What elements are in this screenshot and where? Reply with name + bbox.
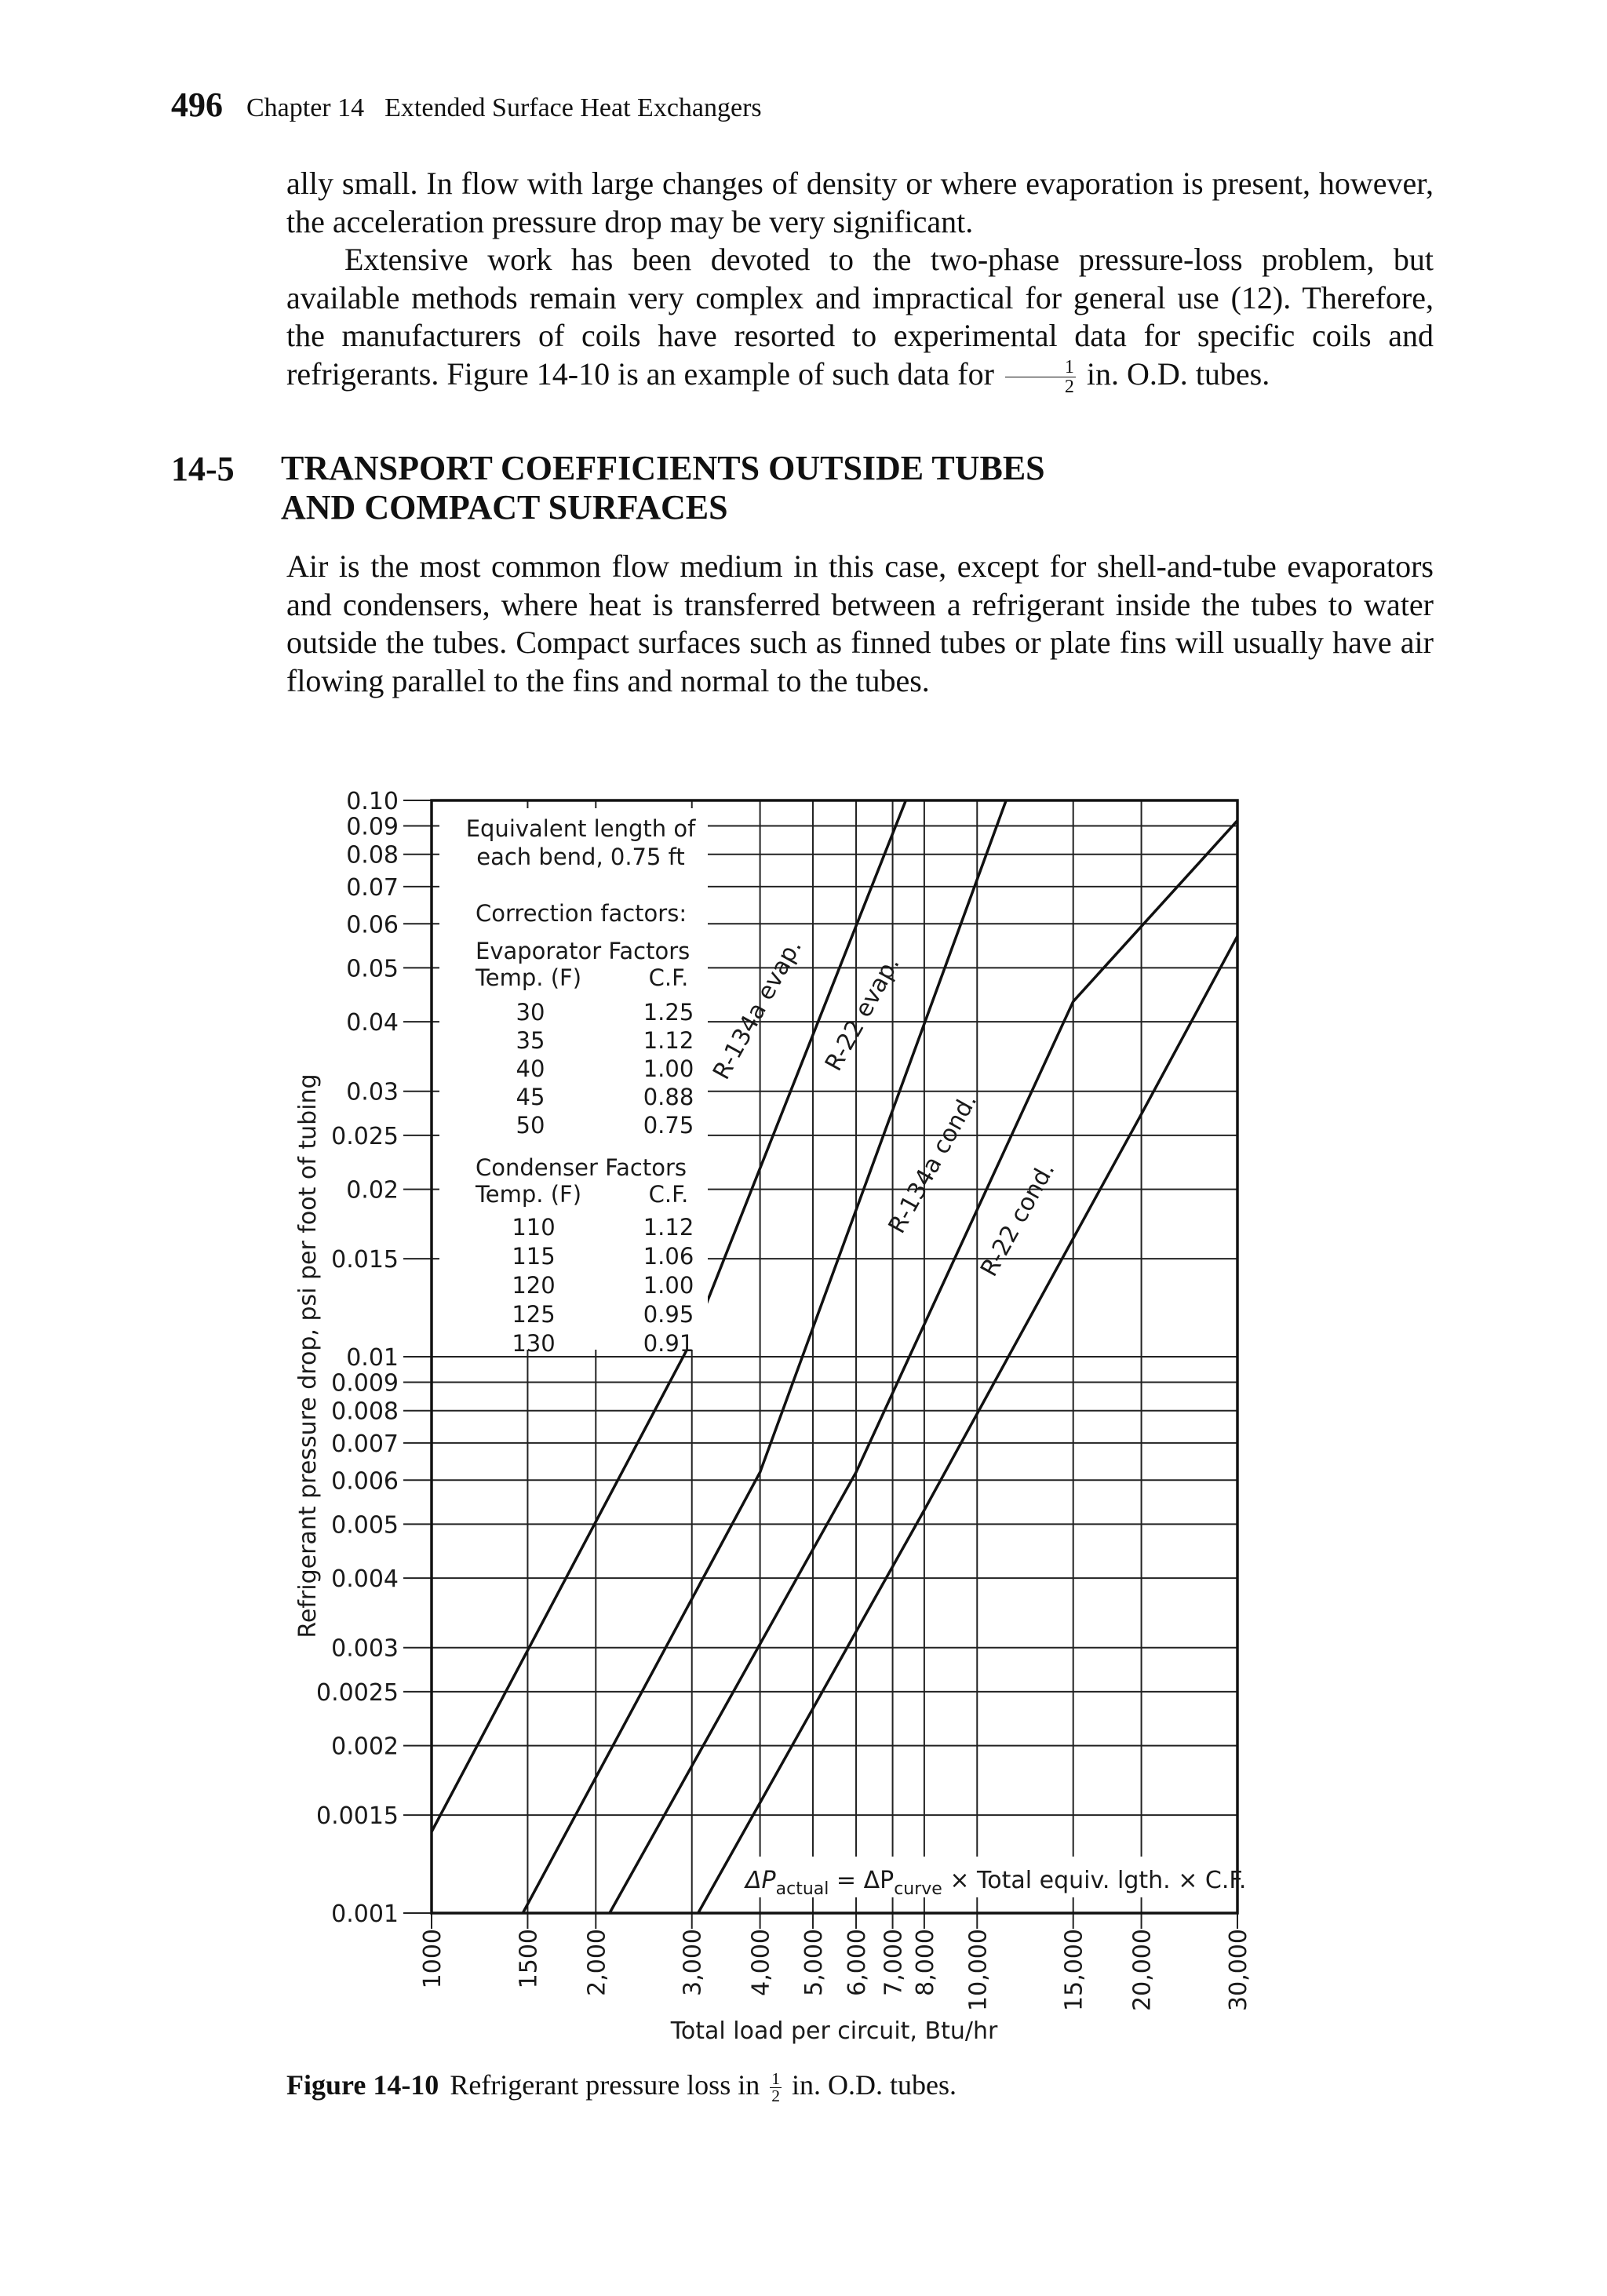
y-tick-label: 0.02 [346, 1176, 399, 1204]
section-number: 14-5 [171, 450, 235, 488]
cond-temp: 130 [512, 1330, 556, 1357]
evap-temp: 30 [516, 999, 545, 1026]
y-axis-ticks [316, 788, 432, 1928]
cond-temp: 115 [512, 1243, 556, 1270]
y-tick-label: 0.006 [331, 1467, 399, 1496]
x-tick-label: 15,000 [1060, 1929, 1088, 2011]
bend-note-line-2: each bend, 0.75 ft [476, 844, 685, 870]
evap-temp: 40 [516, 1055, 545, 1082]
evap-cf: 0.88 [643, 1084, 694, 1110]
running-head [171, 85, 762, 125]
y-tick-label: 0.03 [346, 1078, 399, 1106]
x-tick-label: 8,000 [911, 1929, 939, 1996]
cond-temp: 120 [512, 1272, 556, 1299]
series-label: R-134a cond. [883, 1088, 983, 1238]
y-tick-label: 0.025 [331, 1122, 399, 1150]
y-tick-label: 0.008 [331, 1398, 399, 1426]
y-tick-label: 0.0025 [316, 1678, 399, 1707]
bend-note-line-1: Equivalent length of [465, 815, 696, 842]
section-title-line-1: TRANSPORT COEFFICIENTS OUTSIDE TUBES [281, 449, 1045, 487]
y-tick-label: 0.07 [346, 873, 399, 902]
caption-tail: in. O.D. tubes. [792, 2069, 957, 2101]
evap-cf: 1.25 [643, 999, 694, 1026]
x-tick-label: 7,000 [880, 1929, 908, 1996]
series-line [698, 936, 1237, 1913]
chapter-label: Chapter 14 [246, 93, 365, 122]
x-tick-label: 6,000 [844, 1929, 872, 1996]
x-tick-label: 1000 [419, 1929, 446, 1989]
figure-caption [286, 2068, 957, 2105]
x-tick-label: 1500 [515, 1929, 543, 1989]
evap-title: Evaporator Factors [476, 938, 691, 964]
series-label: R-22 evap. [819, 951, 906, 1076]
chapter-title: Extended Surface Heat Exchangers [384, 93, 762, 122]
y-tick-label: 0.0015 [316, 1802, 399, 1831]
evap-cf: 1.00 [643, 1055, 694, 1082]
evap-cf: 1.12 [643, 1027, 694, 1054]
paragraph-3: Air is the most common flow medium in this case, except for shell-and-tube evaporators and condensers, where heat is transferred between a refrigerant inside the tubes to water outside the tubes. Compact surfaces such as finned tubes or plate fins will usually have air flowing parallel to the fins and normal to the tubes. [286, 548, 1434, 698]
y-tick-label: 0.05 [346, 955, 399, 983]
cond-cf: 1.00 [643, 1272, 694, 1299]
paragraph-2-tail: in. O.D. tubes. [1086, 355, 1270, 392]
y-tick-label: 0.005 [331, 1511, 399, 1540]
paragraph-1: ally small. In flow with large changes of density or where evaporation is present, however, the acceleration pressure drop may be very significant. [286, 166, 1434, 239]
y-tick-label: 0.04 [346, 1009, 399, 1037]
evap-temp: 45 [516, 1084, 545, 1110]
y-tick-label: 0.002 [331, 1733, 399, 1761]
cond-cf: 0.95 [643, 1301, 694, 1328]
cond-cf: 1.06 [643, 1243, 694, 1270]
y-tick-label: 0.10 [346, 788, 399, 815]
x-tick-label: 4,000 [747, 1929, 775, 1996]
cond-col-temp: Temp. (F) [476, 1181, 582, 1208]
paragraph-2 [286, 241, 1434, 396]
evap-col-temp: Temp. (F) [476, 964, 582, 991]
evap-temp: 50 [516, 1112, 545, 1139]
cond-title: Condenser Factors [476, 1154, 687, 1181]
y-tick-label: 0.06 [346, 911, 399, 939]
caption-fraction: $\frac{1}{2}$ [771, 2068, 781, 2106]
page-number: 496 [171, 86, 223, 124]
series-label: R-22 cond. [975, 1157, 1061, 1281]
evap-temp: 35 [516, 1027, 545, 1054]
evap-col-cf: C.F. [648, 964, 689, 991]
x-tick-label: 10,000 [964, 1929, 993, 2011]
caption-text: Refrigerant pressure loss in [450, 2069, 760, 2101]
correction-title: Correction factors: [476, 900, 687, 927]
y-tick-label: 0.003 [331, 1635, 399, 1663]
cond-col-cf: C.F. [648, 1181, 689, 1208]
y-tick-label: 0.015 [331, 1246, 399, 1274]
formula-text: $\Delta P_{actual} = \Delta P_{curve}$ × Total equiv. lgth. × C.F. [745, 1867, 1247, 1899]
cond-temp: 110 [512, 1214, 556, 1241]
x-tick-label: 20,000 [1128, 1929, 1157, 2011]
x-tick-label: 5,000 [800, 1929, 828, 1996]
x-axis-ticks [419, 1913, 1252, 2011]
y-tick-label: 0.001 [331, 1901, 399, 1928]
y-tick-label: 0.009 [331, 1369, 399, 1398]
pressure-loss-chart [0, 753, 1607, 2119]
paragraph-2-text: Extensive work has been devoted to the two-phase pressure-loss problem, but available methods remain very complex and impractical for general use (12). Therefore, the manufacturers of coils have resorted to experimental data for specific coils and refrigerants. Figure 14-10 is an example of such data for [286, 242, 1434, 392]
x-axis-label: Total load per circuit, Btu/hr [670, 2017, 998, 2045]
y-axis-label: Refrigerant pressure drop, psi per foot of tubing [294, 1073, 322, 1638]
figure-label: Figure 14-10 [286, 2069, 439, 2101]
cond-temp: 125 [512, 1301, 556, 1328]
x-tick-label: 3,000 [679, 1929, 707, 1996]
fraction-half: $\frac{1}{2}$ [1005, 358, 1076, 396]
series-label: R-134a evap. [708, 934, 808, 1084]
cond-cf: 0.91 [643, 1330, 694, 1357]
y-tick-label: 0.004 [331, 1565, 399, 1594]
y-tick-label: 0.08 [346, 841, 399, 869]
y-tick-label: 0.09 [346, 813, 399, 841]
y-tick-label: 0.01 [346, 1344, 399, 1372]
cond-cf: 1.12 [643, 1214, 694, 1241]
section-title [281, 449, 1301, 527]
x-tick-label: 2,000 [583, 1929, 611, 1996]
evap-cf: 0.75 [643, 1112, 694, 1139]
x-tick-label: 30,000 [1225, 1929, 1252, 2011]
y-tick-label: 0.007 [331, 1430, 399, 1458]
section-title-line-2: AND COMPACT SURFACES [281, 488, 728, 527]
